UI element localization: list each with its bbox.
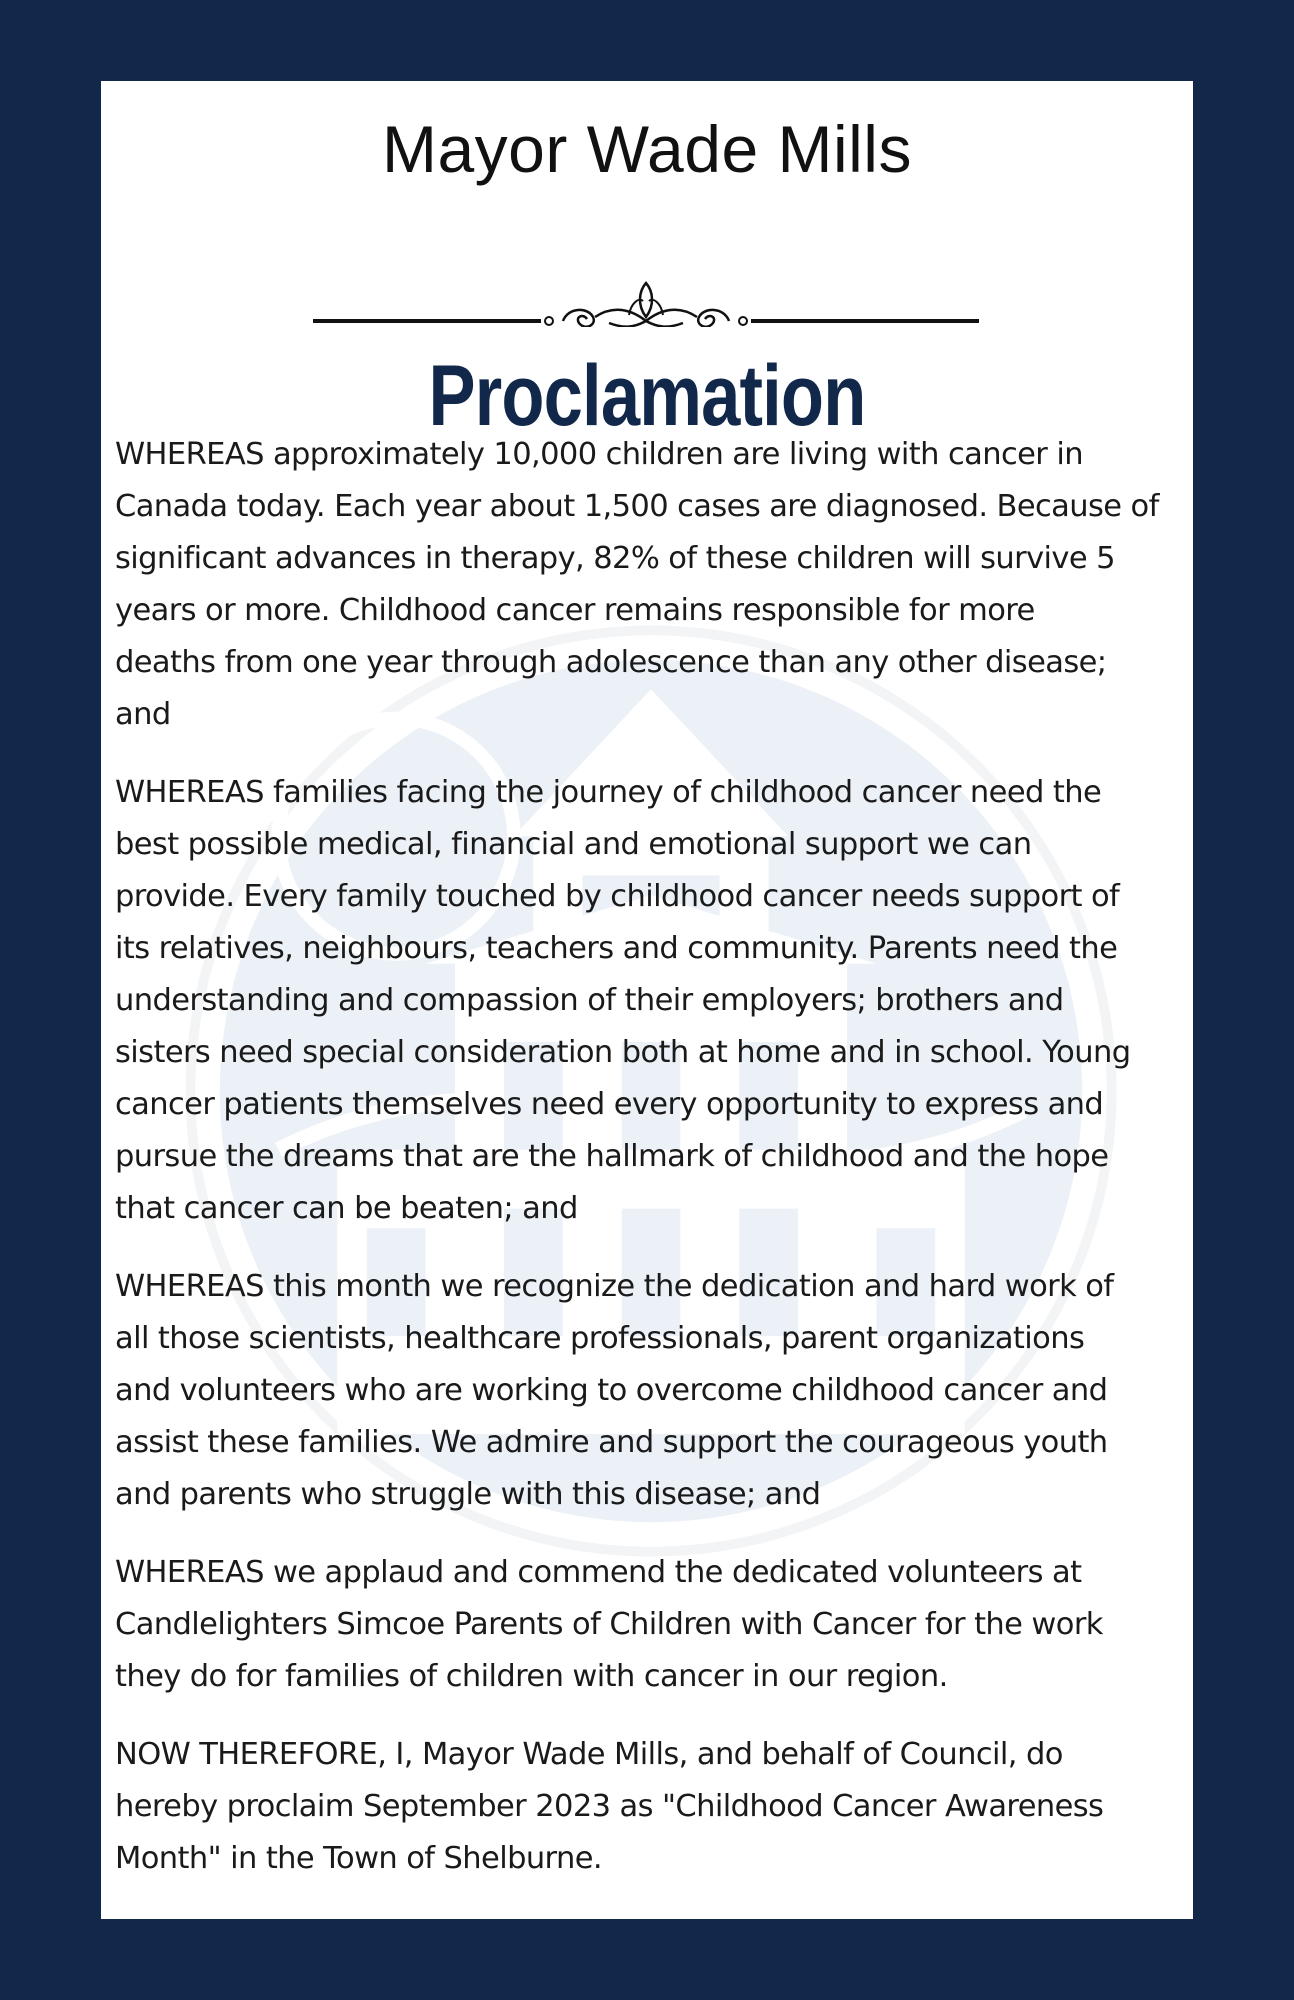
- mayor-name-heading: Mayor Wade Mills: [382, 112, 912, 186]
- whereas-paragraph-2: WHEREAS families facing the journey of childhood cancer need the best possible medical, financial and emotional support we can provide. Every family touched by childhood cancer needs support of its relatives, neighbours, teachers and community. Parents need the understanding and compassion of their employers; brothers and sisters need special consideration both at home and in school. Young cancer patients themselves need every opportunity to express and pursue the dreams that are the hallmark of childhood and the hope that cancer can be beaten; and: [115, 775, 1131, 1226]
- whereas-paragraph-4: WHEREAS we applaud and commend the dedicated volunteers at Candlelighters Simcoe Parents of Children with Cancer for the work they do for families of children with cancer in our region.: [115, 1555, 1103, 1694]
- therefore-paragraph: NOW THEREFORE, I, Mayor Wade Mills, and behalf of Council, do hereby proclaim September 2023 as "Childhood Cancer Awareness Month" in the Town of Shelburne.: [115, 1737, 1104, 1876]
- proclamation-body: [115, 429, 1193, 1911]
- proclamation-title: Proclamation: [428, 348, 866, 444]
- whereas-paragraph-3: WHEREAS this month we recognize the dedication and hard work of all those scientists, healthcare professionals, parent organizations and volunteers who are working to overcome childhood cancer and assist these families. We admire and support the courageous youth and parents who struggle with this disease; and: [115, 1269, 1114, 1512]
- proclamation-sheet: [101, 81, 1193, 1919]
- whereas-paragraph-1: WHEREAS approximately 10,000 children are living with cancer in Canada today. Each year about 1,500 cases are diagnosed. Because of significant advances in therapy, 82% of these children will survive 5 years or more. Childhood cancer remains responsible for more deaths from one year through adolescence than any other disease; and: [115, 437, 1159, 732]
- ornamental-divider-icon: [313, 277, 979, 327]
